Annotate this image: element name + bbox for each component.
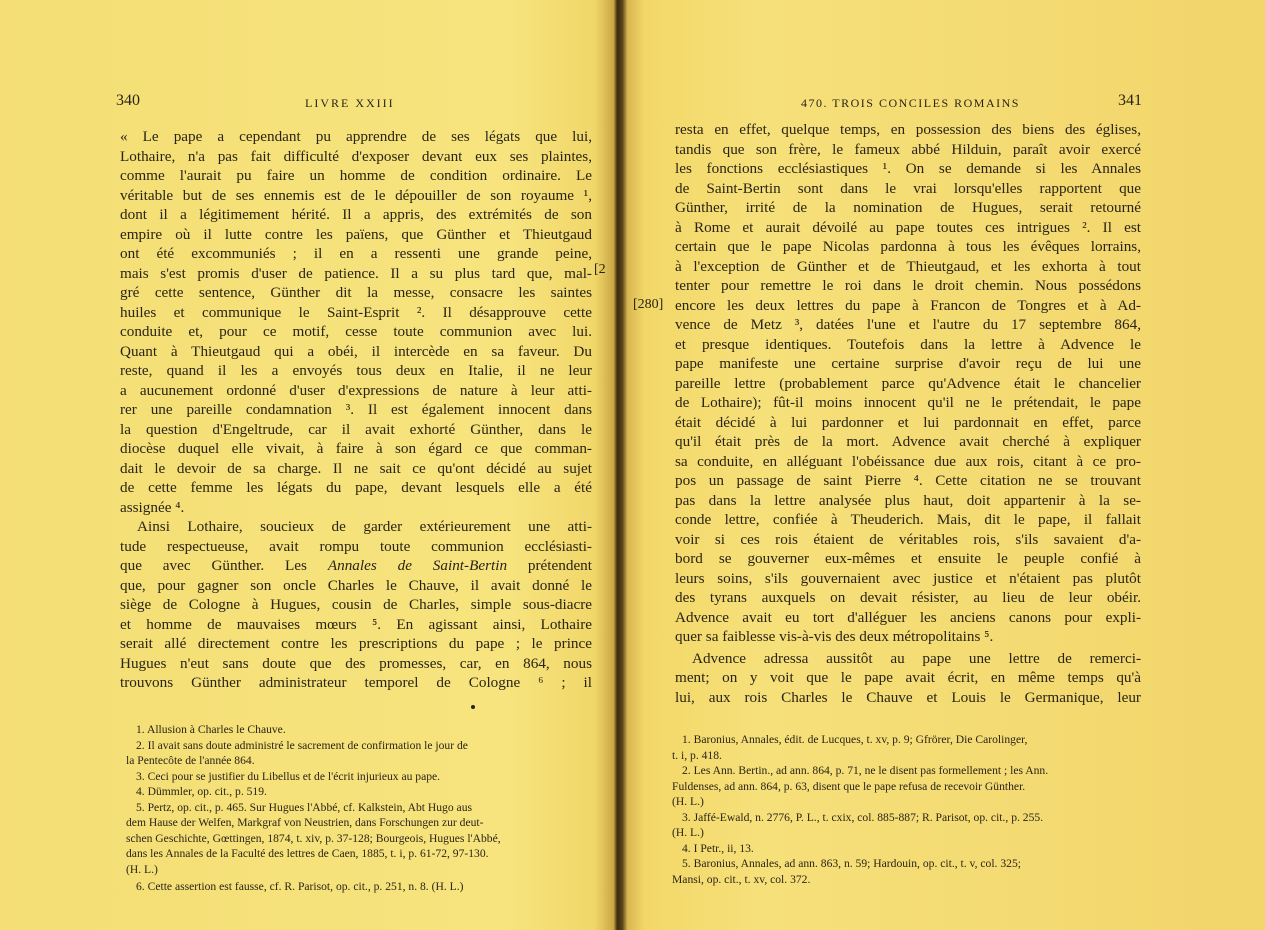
text-line: véritable but de ses ennemis est de le dépouiller de son royaume ¹, xyxy=(120,186,592,204)
text-line: sa conduite, en alléguant l'obéissance due aux rois, citant à ce pro- xyxy=(675,452,1141,470)
footnote: la Pentecôte de l'année 864. xyxy=(126,754,255,767)
right-page xyxy=(625,0,1265,930)
text-line: quer sa faiblesse vis-à-vis des deux métropolitains ⁵. xyxy=(675,628,994,645)
text-line: siège de Cologne à Hugues, cousin de Charles, simple sous-diacre xyxy=(120,596,592,613)
text-line: Advence avait eu tort d'alléguer les anciens canons pour expli- xyxy=(675,608,1141,626)
text-line: qu'il était près de la mort. Advence avait cherché à expliquer xyxy=(675,433,1141,450)
right-running-head: 470. TROIS CONCILES ROMAINS xyxy=(801,96,1020,110)
text-line: à Rome et aurait dévoilé au pape toutes ces intrigues ². Il est xyxy=(675,218,1141,236)
text-line: dait le devoir de sa charge. Il ne sait ce qu'ont décidé au sujet xyxy=(120,459,592,477)
footnote: 1. Allusion à Charles le Chauve. xyxy=(136,723,286,736)
text-line: de Lothaire); fût-il moins innocent qu'il ne le prétendait, le pape xyxy=(675,394,1141,411)
text-line: conduite et, pour ce motif, cesse toute communion avec lui. xyxy=(120,323,592,340)
text-line: tude respectueuse, avait rompu toute communion ecclésiasti- xyxy=(120,537,592,555)
text-line: Ainsi Lothaire, soucieux de garder extérieurement une atti- xyxy=(137,518,592,535)
text-line: Hugues n'eut sans doute que des promesses, car, en 864, nous xyxy=(120,654,592,672)
text-line: des tyrans auxquels on devait résister, au lieu de leur obéir. xyxy=(675,589,1141,606)
footnote: (H. L.) xyxy=(126,862,158,876)
footnote: Mansi, op. cit., t. xv, col. 372. xyxy=(672,872,811,886)
footnote: t. i, p. 418. xyxy=(672,748,722,762)
text-line: pape manifeste une certaine surprise d'avoir reçu de lui une xyxy=(675,355,1141,372)
footnote: 4. Dümmler, op. cit., p. 519. xyxy=(136,785,267,798)
text-line: lui, aux rois Charles le Chauve et Louis le Germanique, leur xyxy=(675,688,1141,706)
footnote: 5. Baronius, Annales, ad ann. 863, n. 59; Hardouin, op. cit., t. v, col. 325; xyxy=(682,857,1021,870)
text-line: certain que le pape Nicolas pardonna à tous les évêques lorrains, xyxy=(675,238,1141,255)
text-line: les fonctions ecclésiastiques ¹. On se demande si les Annales xyxy=(675,160,1141,177)
text-line: bord se gouverner eux-mêmes et ensuite le peuple confié à xyxy=(675,550,1141,567)
text-line: et presque identiques. Toutefois dans la lettre à Advence le xyxy=(675,335,1141,353)
text-line: tandis que son frère, le fameux abbé Hilduin, paraît avoir exercé xyxy=(675,140,1141,158)
text-line: huiles et communique le Saint-Esprit ². Il désapprouve cette xyxy=(120,303,592,321)
text-line: empire où il lutte contre les païens, que Günther et Thieutgaud xyxy=(120,225,592,243)
text-line: voir si ces rois étaient de véritables rois, s'ils savaient d'a- xyxy=(675,530,1141,548)
text-line: comme l'aurait pu faire un homme de condition ordinaire. Le xyxy=(120,167,592,184)
left-page-number: 340 xyxy=(116,92,140,109)
text-line: pos un passage de saint Pierre ⁴. Cette citation ne se trouvant xyxy=(675,472,1141,489)
text-line: à l'exception de Günther et de Thieutgaud, et les exhorta à tout xyxy=(675,257,1141,275)
separator-dot xyxy=(471,705,475,709)
text-line: a aucunement ordonné d'user d'expressions de nature à leur atti- xyxy=(120,381,592,399)
text-line: gré cette sentence, Günther dit la messe, consacre les saintes xyxy=(120,284,592,301)
text-line: et homme de mauvaises mœurs ⁵. En agissant ainsi, Lothaire xyxy=(120,615,592,633)
text-line: la question d'Engeltrude, car il avait exhorté Günther, dans le xyxy=(120,420,592,438)
left-page xyxy=(0,0,605,930)
text-line: assignée ⁴. xyxy=(120,498,185,516)
text-line: encore les deux lettres du pape à Francon de Tongres et à Ad- xyxy=(675,296,1141,314)
right-body-text xyxy=(675,120,1141,707)
text-line: mais s'est promis d'user de patience. Il a su plus tard que, mal- xyxy=(120,264,592,282)
footnote: 4. I Petr., ii, 13. xyxy=(682,841,754,855)
text-line: « Le pape a cependant pu apprendre de ses légats que lui, xyxy=(120,128,592,145)
footnote: 2. Il avait sans doute administré le sacrement de confirmation le jour de xyxy=(136,738,468,752)
left-running-head: LIVRE XXIII xyxy=(305,96,395,110)
text-line: pareille lettre (probablement parce qu'Advence était le chancelier xyxy=(675,374,1141,392)
text-line: ment; on y voit que le pape avait écrit, en même temps qu'à xyxy=(675,669,1141,686)
text-line: pas dans la lettre analysée plus haut, doit appartenir à la se- xyxy=(675,491,1141,509)
text-line: tenter pour remettre le roi dans le droit chemin. Nous possédons xyxy=(675,277,1141,294)
text-line: que avec Günther. Les Annales de Saint-Bertin prétendent xyxy=(120,557,593,574)
text-line: serait allé directement contre les prescriptions du pape ; le prince xyxy=(120,635,592,652)
text-line: Advence adressa aussitôt au pape une lettre de remerci- xyxy=(692,649,1141,667)
text-line: Günther, irrité de la nomination de Hugues, serait retourné xyxy=(675,199,1141,216)
footnote: 2. Les Ann. Bertin., ad ann. 864, p. 71, ne le disent pas formellement ; les Ann. xyxy=(682,764,1049,777)
footnote: (H. L.) xyxy=(672,826,704,839)
right-margin-mark: [280] xyxy=(633,297,664,312)
text-line: diocèse duquel elle vivait, à faire à son égard ce que comman- xyxy=(120,440,592,457)
text-line: rer une pareille condamnation ³. Il est également innocent dans xyxy=(120,401,592,418)
right-footnotes xyxy=(672,732,1142,887)
footnote: Fuldenses, ad ann. 864, p. 63, disent que le pape refusa de recevoir Günther. xyxy=(672,779,1026,793)
text-line: trouvons Günther administrateur temporel de Cologne ⁶ ; il xyxy=(120,674,592,691)
text-line: Quant à Thieutgaud qui a obéi, il intercède en sa faveur. Du xyxy=(120,342,592,360)
text-line: dont il a légitimement hérité. Il a appris, des extrémités de son xyxy=(120,206,592,223)
footnote: dans les Annales de la Faculté des lettres de Caen, 1885, t. i, p. 61-72, 97-130. xyxy=(126,847,489,860)
footnote: dem Hause der Welfen, Markgraf von Neustrien, dans Forschungen zur deut- xyxy=(126,816,484,829)
text-line: que, pour gagner son oncle Charles le Chauve, il avait donné le xyxy=(120,576,592,594)
left-footnotes xyxy=(126,722,594,895)
text-line: de Saint-Bertin sont dans le vrai lorsqu'elles rapportent que xyxy=(675,179,1141,197)
footnote: schen Geschichte, Gœttingen, 1874, t. xiv, p. 37-128; Bourgeois, Hugues l'Abbé, xyxy=(126,831,501,845)
text-line: vence de Metz ³, datées l'une et l'autre du 17 septembre 864, xyxy=(675,316,1141,333)
text-line: conde lettre, confiée à Theuderich. Mais, dit le pape, il fallait xyxy=(675,511,1141,528)
right-page-number: 341 xyxy=(1118,92,1142,109)
left-body-text xyxy=(120,127,592,693)
text-line: leurs soins, s'ils gouvernaient avec justice et n'étaient pas plutôt xyxy=(675,569,1141,587)
text-line: ont été excommuniés ; il en a ressenti une grande peine, xyxy=(120,245,592,262)
text-line: Lothaire, n'a pas fait difficulté d'exposer devant eux ses plaintes, xyxy=(120,147,592,165)
text-line: reste, quand il les a envoyés tous deux en Italie, il ne leur xyxy=(120,362,592,379)
text-line: resta en effet, quelque temps, en possession des biens des églises, xyxy=(675,121,1141,138)
text-line: de cette femme les légats du pape, devant lesquels elle a été xyxy=(120,479,592,496)
footnote: (H. L.) xyxy=(672,795,704,808)
footnote: 3. Ceci pour se justifier du Libellus et de l'écrit injurieux au pape. xyxy=(136,769,441,783)
footnote: 3. Jaffé-Ewald, n. 2776, P. L., t. cxix, col. 885-887; R. Parisot, op. cit., p. 255. xyxy=(682,810,1044,824)
footnote: 1. Baronius, Annales, édit. de Lucques, t. xv, p. 9; Gfrörer, Die Carolinger, xyxy=(682,733,1028,746)
footnote: 6. Cette assertion est fausse, cf. R. Parisot, op. cit., p. 251, n. 8. (H. L.) xyxy=(136,880,464,893)
footnote: 5. Pertz, op. cit., p. 465. Sur Hugues l'Abbé, cf. Kalkstein, Abt Hugo aus xyxy=(136,800,473,814)
left-margin-mark: [2 xyxy=(594,262,606,277)
text-line: était décidé à lui pardonner et lui pardonnait en effet, parce xyxy=(675,413,1141,431)
